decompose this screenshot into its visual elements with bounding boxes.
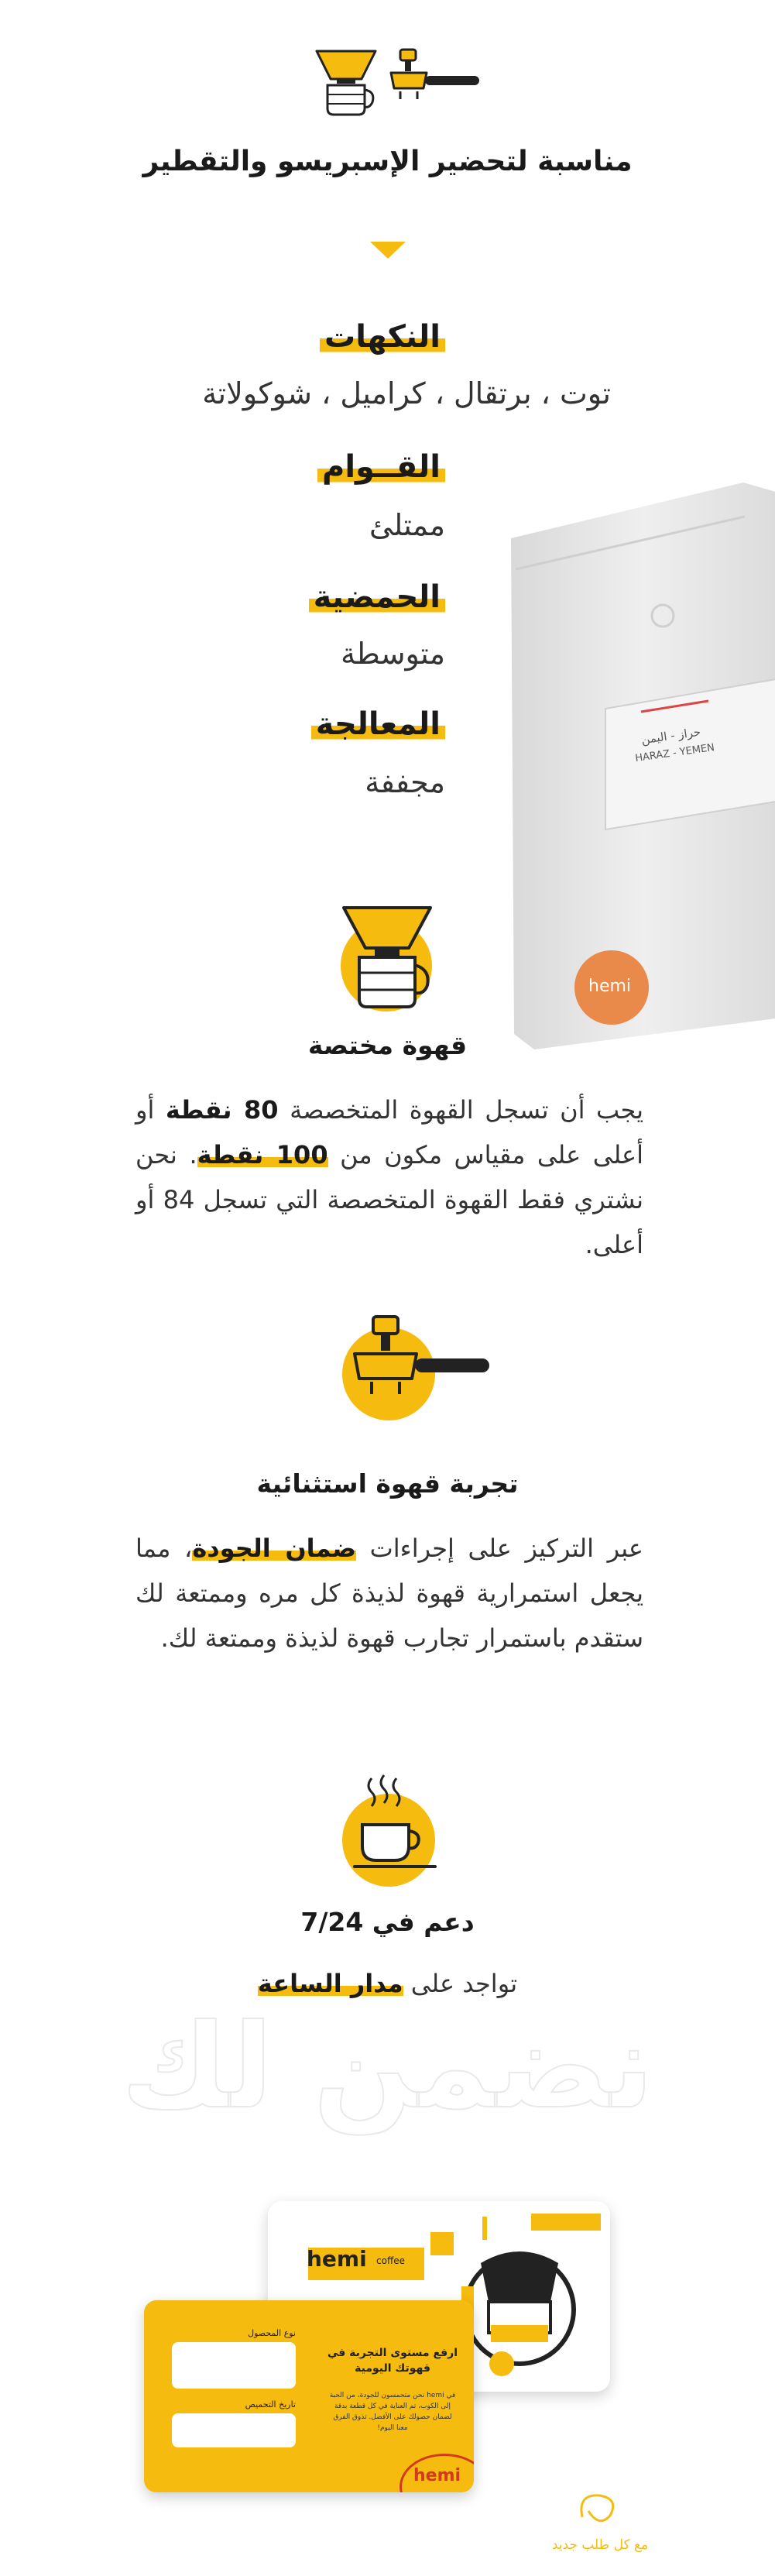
bag-label-title: حراز - اليمن — [640, 724, 702, 747]
specialty-title: قهوة مختصة — [307, 1030, 468, 1060]
coffee-bag-image — [503, 476, 775, 1049]
experience-text-1: عبر التركيز على إجراءات — [356, 1534, 644, 1563]
stamp-brand: hemi — [413, 2466, 461, 2485]
specialty-icon-wrap — [338, 898, 446, 1015]
process-value: مجففة — [365, 765, 445, 799]
brew-methods-title: مناسبة لتحضير الإسبريسو والتقطير — [142, 146, 633, 177]
back-card-brand: hemi — [307, 2246, 367, 2272]
crop-type-field — [172, 2342, 296, 2389]
flavors-value: توت ، برتقال ، كراميل ، شوكولاتة — [202, 376, 611, 410]
support-line — [0, 1969, 775, 1998]
support-icon-wrap — [338, 1771, 446, 1879]
specialty-text-2: أو أعلى على مقياس مكون من — [135, 1095, 644, 1170]
flavors-label: النكهات — [320, 319, 445, 355]
watermark-slogan: نضمن لك — [121, 2000, 654, 2135]
around-the-clock-highlight: مدار الساعة — [257, 1969, 403, 1998]
with-every-order-note: مع كل طلب جديد — [551, 2537, 649, 2553]
back-card-brand-small: coffee — [376, 2255, 405, 2266]
specialty-score-100: 100 نقطة — [197, 1140, 328, 1170]
section-down-caret — [370, 242, 406, 259]
top-brew-icons — [314, 45, 484, 119]
card-heading: ارفع مستوى التجربة في قهوتك اليومية — [327, 2347, 458, 2375]
experience-title: تجربة قهوة استثنائية — [256, 1468, 519, 1499]
experience-paragraph — [135, 1526, 643, 1661]
coffee-cup-icon — [338, 1771, 446, 1894]
specialty-text-1: يجب أن تسجل القهوة المتخصصة — [278, 1095, 643, 1125]
specialty-text-3: . نحن نشتري فقط القهوة المتخصصة التي تسجل 84 أو أعلى. — [135, 1140, 643, 1259]
bag-label-subtitle: HARAZ - YEMEN — [634, 741, 715, 765]
specialty-paragraph — [135, 1087, 643, 1267]
card-body: في hemi نحن متحمسون للجودة، من الحبة إلى الكوب، تم العناية في كل قطعة بدقة لضمان حصولك على الأفضل. تذوق الفرق معنا اليوم! — [329, 2392, 456, 2432]
crop-type-label: نوع المحصول — [248, 2328, 296, 2338]
support-text: تواجد على — [403, 1969, 518, 1998]
pour-over-dripper-icon — [314, 45, 484, 119]
process-label: المعالجة — [311, 706, 445, 742]
experience-icon-wrap — [338, 1307, 492, 1431]
acidity-label: الحمضية — [309, 579, 445, 615]
roast-date-field — [172, 2413, 296, 2447]
pour-over-dripper-icon — [338, 898, 446, 1015]
support-title: دعم في 7/24 — [300, 1907, 475, 1937]
bag-brand-logo: hemi — [588, 977, 632, 996]
experience-text-2: ، مما يجعل استمرارية قهوة لذيذة كل مره وممتعة لك ستقدم باستمرار تجارب قهوة لذيذة وممتعة لك. — [135, 1534, 643, 1653]
quality-assurance-highlight: ضمان الجودة — [192, 1534, 357, 1563]
scribble-arrow-icon — [576, 2485, 622, 2528]
brand-card-front — [144, 2300, 474, 2492]
roast-date-label: تاريخ التحميص — [245, 2399, 296, 2409]
body-label: القــوام — [317, 449, 445, 485]
specialty-score-80: 80 نقطة — [165, 1095, 279, 1125]
espresso-portafilter-icon — [391, 50, 479, 99]
acidity-value: متوسطة — [341, 637, 445, 671]
espresso-portafilter-icon — [338, 1307, 492, 1431]
body-value: ممتلئ — [369, 508, 445, 542]
